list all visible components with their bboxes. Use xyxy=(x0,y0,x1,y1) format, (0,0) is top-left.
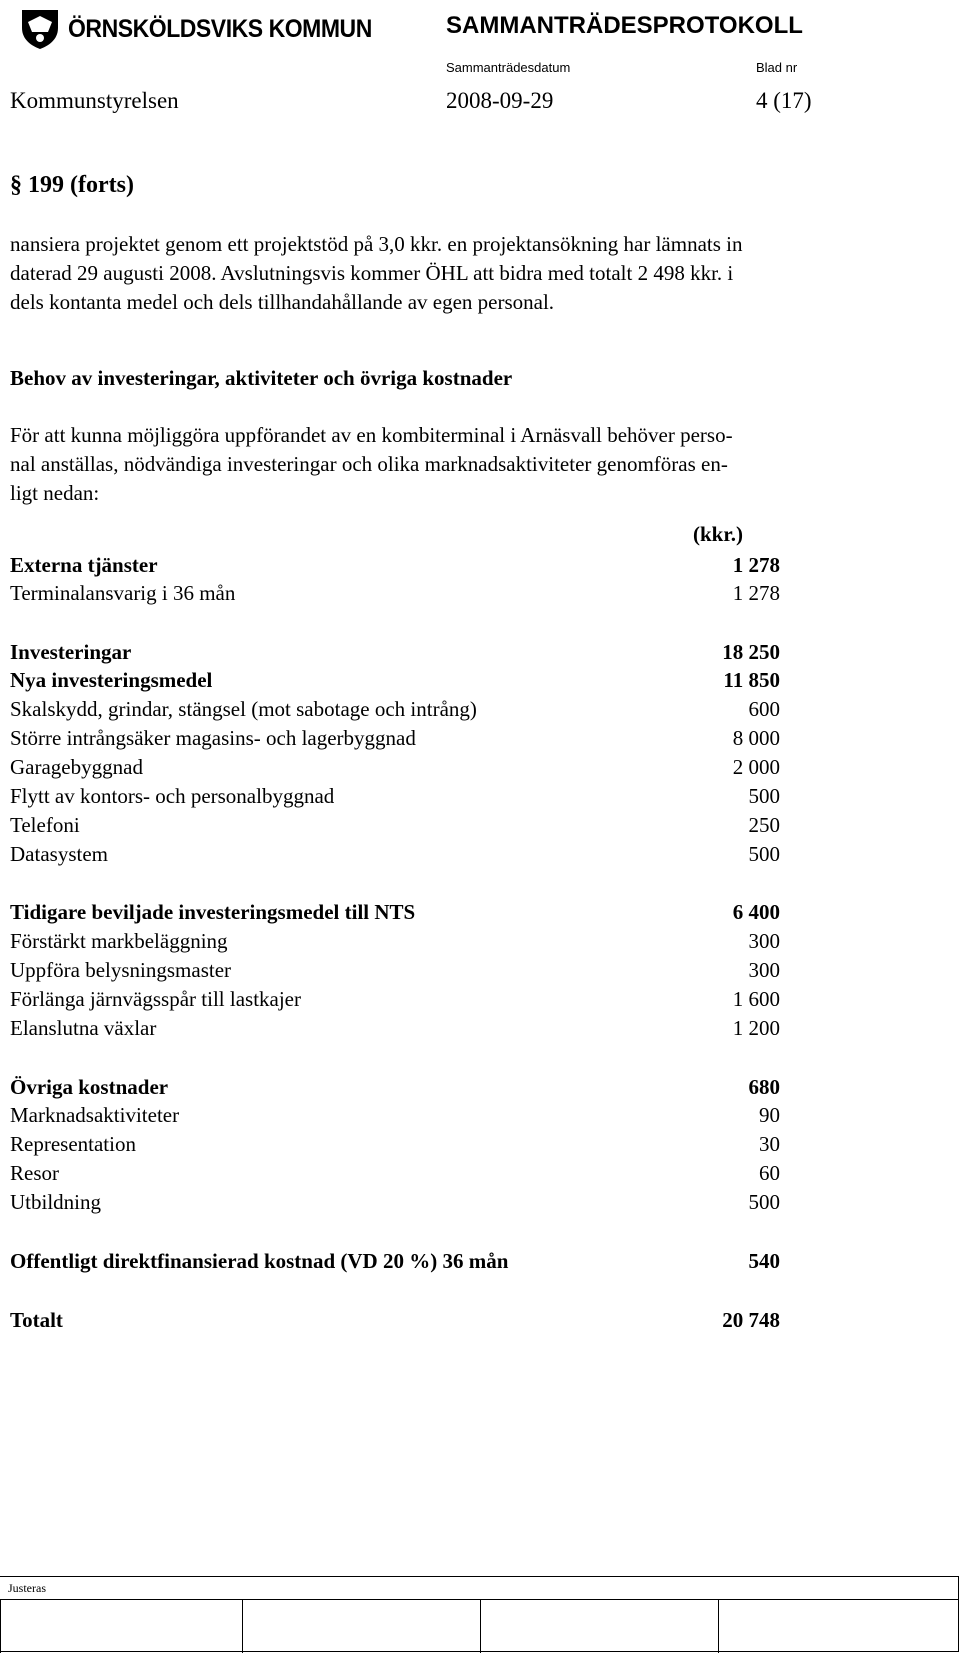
footer-signature-box xyxy=(0,1576,959,1652)
cost-row xyxy=(10,1013,780,1043)
cost-value: 680 xyxy=(748,1075,780,1099)
section-title: § 199 (forts) xyxy=(10,172,134,198)
cost-value: 250 xyxy=(748,813,780,837)
cost-row xyxy=(10,1129,780,1159)
cost-row xyxy=(10,694,780,724)
cost-label: Investeringar xyxy=(10,640,132,664)
cost-value: 11 850 xyxy=(723,668,780,692)
cost-row xyxy=(10,781,780,811)
cost-label: Uppföra belysningsmaster xyxy=(10,958,232,982)
cost-value: 2 000 xyxy=(732,755,780,779)
cost-row xyxy=(10,550,780,580)
cost-label: Externa tjänster xyxy=(10,553,158,577)
cost-row xyxy=(10,578,780,608)
cost-label: Förlänga järnvägsspår till lastkajer xyxy=(10,987,301,1011)
cost-label: Resor xyxy=(10,1161,59,1185)
cost-value: 18 250 xyxy=(722,640,780,664)
cost-row xyxy=(10,1305,780,1335)
cost-label: Större intrångsäker magasins- och lagerbyggnad xyxy=(10,726,416,750)
body-paragraph xyxy=(10,421,910,508)
page-number: 4 (17) xyxy=(756,88,812,113)
cost-row xyxy=(10,839,780,869)
unit-label: (kkr.) xyxy=(693,522,743,546)
cost-row xyxy=(10,955,780,985)
cost-label: Datasystem xyxy=(10,842,108,866)
cost-row xyxy=(10,984,780,1014)
coat-of-arms-icon xyxy=(20,8,60,50)
cost-label: Tidigare beviljade investeringsmedel till NTS xyxy=(10,900,416,924)
cost-label: Offentligt direktfinansierad kostnad (VD 20 %) 36 mån xyxy=(10,1249,509,1273)
body-line: nal anställas, nödvändiga investeringar och olika marknadsaktiviteter genomföras en- xyxy=(10,452,728,476)
meeting-date: 2008-09-29 xyxy=(446,88,554,113)
cost-value: 8 000 xyxy=(732,726,780,750)
subheading: Behov av investeringar, aktiviteter och övriga kostnader xyxy=(10,366,513,390)
cost-row xyxy=(10,752,780,782)
intro-line: dels kontanta medel och dels tillhandahållande av egen personal. xyxy=(10,290,555,314)
cost-label: Skalskydd, grindar, stängsel (mot sabotage och intrång) xyxy=(10,697,477,721)
cost-row xyxy=(10,665,780,695)
cost-value: 1 200 xyxy=(732,1016,780,1040)
intro-line: nansiera projektet genom ett projektstöd på 3,0 kkr. en projektansökning har lämnats in xyxy=(10,232,743,256)
cost-value: 500 xyxy=(748,842,780,866)
cost-label: Förstärkt markbeläggning xyxy=(10,929,228,953)
signature-cell xyxy=(0,1599,242,1653)
cost-label: Övriga kostnader xyxy=(10,1075,169,1099)
cost-label: Utbildning xyxy=(10,1190,102,1214)
cost-value: 30 xyxy=(759,1132,780,1156)
signature-cell xyxy=(242,1599,480,1653)
body-line: För att kunna möjliggöra uppförandet av en kombiterminal i Arnäsvall behöver perso- xyxy=(10,423,733,447)
cost-label: Terminalansvarig i 36 mån xyxy=(10,581,236,605)
committee-name: Kommunstyrelsen xyxy=(10,88,179,113)
intro-paragraph xyxy=(10,230,910,317)
cost-label: Flytt av kontors- och personalbyggnad xyxy=(10,784,335,808)
signature-cell xyxy=(480,1599,718,1653)
cost-value: 90 xyxy=(759,1103,780,1127)
page-label: Blad nr xyxy=(756,60,798,75)
cost-value: 1 278 xyxy=(732,581,780,605)
header-logo xyxy=(20,8,398,50)
cost-label: Representation xyxy=(10,1132,136,1156)
cost-value: 6 400 xyxy=(732,900,780,924)
cost-row xyxy=(10,1246,780,1276)
cost-row xyxy=(10,723,780,753)
cost-value: 540 xyxy=(748,1249,780,1273)
cost-value: 300 xyxy=(748,958,780,982)
cost-label: Telefoni xyxy=(10,813,80,837)
cost-value: 500 xyxy=(748,784,780,808)
cost-value: 20 748 xyxy=(722,1308,780,1332)
cost-value: 60 xyxy=(759,1161,780,1185)
cost-row xyxy=(10,1158,780,1188)
cost-value: 600 xyxy=(748,697,780,721)
cost-label: Garagebyggnad xyxy=(10,755,143,779)
intro-line: daterad 29 augusti 2008. Avslutningsvis kommer ÖHL att bidra med totalt 2 498 kkr. i xyxy=(10,261,734,285)
document-type: SAMMANTRÄDESPROTOKOLL xyxy=(446,12,803,39)
cost-value: 1 600 xyxy=(732,987,780,1011)
cost-label: Marknadsaktiviteter xyxy=(10,1103,180,1127)
cost-row xyxy=(10,926,780,956)
cost-label: Nya investeringsmedel xyxy=(10,668,213,692)
body-line: ligt nedan: xyxy=(10,481,100,505)
org-name: ÖRNSKÖLDSVIKS KOMMUN xyxy=(68,14,372,43)
signature-cell xyxy=(718,1599,958,1653)
cost-row xyxy=(10,810,780,840)
cost-row xyxy=(10,897,780,927)
cost-row xyxy=(10,1072,780,1102)
cost-row xyxy=(10,1187,780,1217)
date-label: Sammanträdesdatum xyxy=(446,60,571,75)
cost-label: Totalt xyxy=(10,1308,63,1332)
cost-row xyxy=(10,1100,780,1130)
cost-row xyxy=(10,637,780,667)
cost-value: 300 xyxy=(748,929,780,953)
cost-label: Elanslutna växlar xyxy=(10,1016,157,1040)
cost-value: 500 xyxy=(748,1190,780,1214)
footer-label: Justeras xyxy=(8,1581,46,1595)
cost-value: 1 278 xyxy=(732,553,780,577)
